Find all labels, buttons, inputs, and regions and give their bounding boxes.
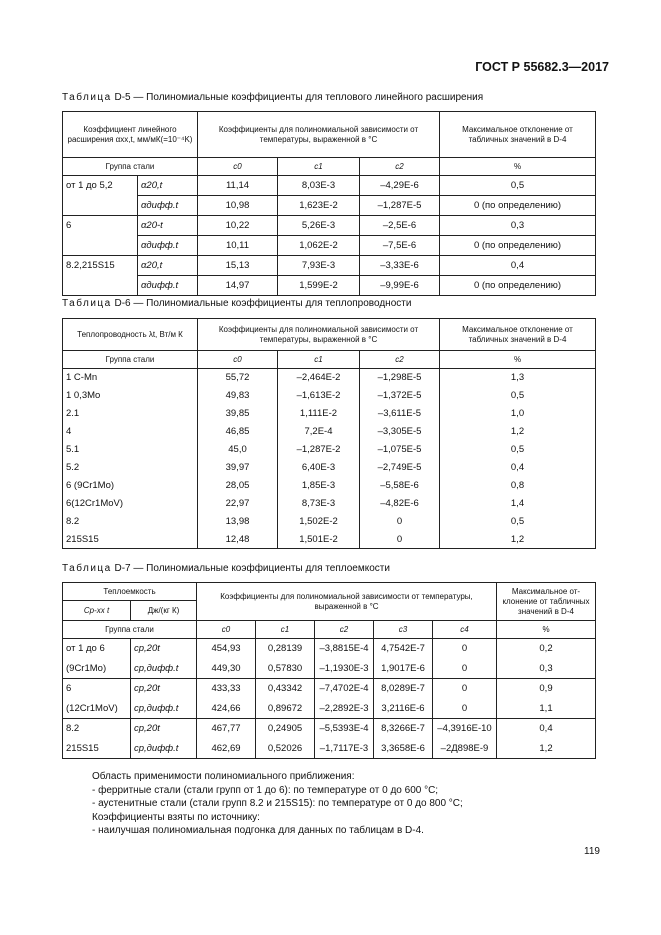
cell-c0: 28,05 [198,477,278,495]
cell-deviation: 0,4 [440,459,596,477]
cell-c3: 1,9017E-6 [374,659,433,679]
cell-c1: 8,03E-3 [278,176,360,196]
caption-prefix: Таблица [62,563,112,574]
page-number: 119 [584,846,600,857]
table-row [63,531,596,549]
cell-c2: –1,075E-5 [360,441,440,459]
cell-c1: 5,26E-3 [278,216,360,236]
cell-c1: 7,2E-4 [278,423,360,441]
cell-c3: 3,3658E-6 [374,739,433,759]
symbol: cp,20t [131,719,197,739]
cell-deviation: 0 (по определению) [440,196,596,216]
cell-c2: –3,611E-5 [360,405,440,423]
header-c0: c0 [198,351,278,369]
header-conductivity: Теплопроводность λt, Вт/м К [63,319,198,351]
cell-deviation: 1,1 [497,699,596,719]
cell-c0: 462,69 [197,739,256,759]
header-steel-group: Группа стали [63,351,198,369]
header-percent: % [497,621,596,639]
table-row [63,387,596,405]
cell-c2: –9,99E-6 [360,276,440,296]
header-percent: % [440,158,596,176]
cell-c1: 0,52026 [256,739,315,759]
table-row [63,459,596,477]
table-row [63,196,596,216]
cell-c2: –1,372E-5 [360,387,440,405]
steel-group: 1 0,3Mo [63,387,198,405]
symbol: α20,t [138,256,198,276]
symbol: αдифф.t [138,276,198,296]
cell-c0: 55,72 [198,369,278,387]
steel-group: 215S15 [63,739,131,759]
cell-c0: 433,33 [197,679,256,699]
symbol: cp,20t [131,639,197,659]
cell-c0: 49,83 [198,387,278,405]
cell-c2: –1,7117E-3 [315,739,374,759]
header-steel-group: Группа стали [63,158,198,176]
cell-deviation: 0,4 [440,256,596,276]
table-row [63,639,596,659]
cell-deviation: 0 (по определению) [440,236,596,256]
steel-group: (12Cr1MoV) [63,699,131,719]
symbol: cp,дифф.t [131,739,197,759]
steel-group: (9Cr1Mo) [63,659,131,679]
cell-c3: 8,3266E-7 [374,719,433,739]
cell-deviation: 1,0 [440,405,596,423]
symbol: cp,дифф.t [131,699,197,719]
cell-c4: 0 [433,639,497,659]
header-c1: c1 [278,351,360,369]
cell-c0: 454,93 [197,639,256,659]
cell-c1: 1,599E-2 [278,276,360,296]
header-percent: % [440,351,596,369]
cell-c0: 39,85 [198,405,278,423]
steel-group [63,276,138,296]
cell-c2: –7,4702E-4 [315,679,374,699]
steel-group: 215S15 [63,531,198,549]
steel-group: 6 [63,679,131,699]
note-line: - ферритные стали (стали групп от 1 до 6): по температуре от 0 до 600 °С; [92,784,439,796]
cell-c4: 0 [433,699,497,719]
table-row [63,256,596,276]
header-max-deviation: Максимальное отклонение от табличных значений в D-4 [440,112,596,158]
steel-group: 5.2 [63,459,198,477]
steel-group: от 1 до 5,2 [63,176,138,196]
header-coefficients: Коэффициенты для полиномиальной зависимости от температуры, выраженной в °С [198,319,440,351]
document-standard-header: ГОСТ Р 55682.3—2017 [475,60,609,74]
cell-deviation: 0,5 [440,387,596,405]
cell-c1: 1,111E-2 [278,405,360,423]
header-coefficients: Коэффициенты для полиномиальной зависимости от температуры, выраженной в °С [197,583,497,621]
cell-c0: 46,85 [198,423,278,441]
header-unit: Дж/(кг К) [131,601,197,621]
table-d5-caption [62,92,483,103]
cell-c2: –7,5E-6 [360,236,440,256]
cell-deviation: 1,3 [440,369,596,387]
note-line: Коэффициенты взяты по источнику: [92,811,260,823]
cell-c0: 14,97 [198,276,278,296]
table-row [63,216,596,236]
caption-prefix: Таблица [62,92,112,103]
cell-deviation: 0,4 [497,719,596,739]
cell-c2: –1,1930E-3 [315,659,374,679]
table-d6-caption [62,298,411,309]
cell-deviation: 0,9 [497,679,596,699]
steel-group [63,236,138,256]
steel-group: 1 C-Mn [63,369,198,387]
header-c0: c0 [198,158,278,176]
cell-c2: –5,58E-6 [360,477,440,495]
steel-group: 8.2,215S15 [63,256,138,276]
symbol: αдифф.t [138,236,198,256]
cell-c2: –3,8815E-4 [315,639,374,659]
cell-c1: 0,28139 [256,639,315,659]
cell-c2: –3,33E-6 [360,256,440,276]
cell-c0: 10,98 [198,196,278,216]
cell-c0: 424,66 [197,699,256,719]
header-c3: c3 [374,621,433,639]
cell-c0: 449,30 [197,659,256,679]
table-row [63,236,596,256]
steel-group: 6 [63,216,138,236]
cell-c0: 22,97 [198,495,278,513]
header-c0: c0 [197,621,256,639]
cell-c1: 0,24905 [256,719,315,739]
cell-c2: –4,82E-6 [360,495,440,513]
header-c2: c2 [315,621,374,639]
cell-c0: 467,77 [197,719,256,739]
table-d5 [62,111,596,296]
table-row [63,679,596,699]
cell-deviation: 1,2 [440,531,596,549]
table-row [63,739,596,759]
cell-c2: –1,298E-5 [360,369,440,387]
caption-prefix: Таблица [62,298,112,309]
cell-c0: 10,11 [198,236,278,256]
table-row [63,495,596,513]
header-c2: c2 [360,158,440,176]
cell-c1: 1,623E-2 [278,196,360,216]
cell-deviation: 0,8 [440,477,596,495]
cell-deviation: 1,2 [440,423,596,441]
cell-c2: –5,5393E-4 [315,719,374,739]
caption-text: D-5 — Полиномиальные коэффициенты для теплового линейного расширения [111,92,484,103]
table-row [63,276,596,296]
header-coefficients: Коэффициенты для полиномиальной зависимости от температуры, выраженной в °С [198,112,440,158]
header-symbol: Cp-xx t [63,601,131,621]
cell-c1: –1,287E-2 [278,441,360,459]
table-d7 [62,582,596,759]
cell-c0: 11,14 [198,176,278,196]
cell-deviation: 1,4 [440,495,596,513]
cell-c1: 1,502E-2 [278,513,360,531]
cell-c1: 1,062E-2 [278,236,360,256]
cell-c0: 45,0 [198,441,278,459]
table-row [63,477,596,495]
cell-c1: 1,501E-2 [278,531,360,549]
header-c4: c4 [433,621,497,639]
table-row [63,699,596,719]
cell-c3: 3,2116E-6 [374,699,433,719]
cell-deviation: 0,2 [497,639,596,659]
cell-c2: –3,305E-5 [360,423,440,441]
symbol: α20,t [138,176,198,196]
cell-c3: 4,7542E-7 [374,639,433,659]
symbol: αдифф.t [138,196,198,216]
cell-c4: 0 [433,659,497,679]
cell-c2: –2,749E-5 [360,459,440,477]
steel-group: 4 [63,423,198,441]
table-row [63,369,596,387]
cell-c1: 6,40E-3 [278,459,360,477]
steel-group [63,196,138,216]
header-c1: c1 [256,621,315,639]
cell-c1: –1,613E-2 [278,387,360,405]
steel-group: 6(12Cr1MoV) [63,495,198,513]
cell-c4: –2Д898E-9 [433,739,497,759]
header-coefficient: Коэффициент линейного расширения αxx,t, мм/мК(=10⁻⁴K) [63,112,198,158]
cell-c2: 0 [360,513,440,531]
cell-c2: 0 [360,531,440,549]
cell-c1: –2,464E-2 [278,369,360,387]
cell-deviation: 0,5 [440,441,596,459]
cell-c1: 7,93E-3 [278,256,360,276]
table-row [63,176,596,196]
note-line: - наилучшая полиномиальная подгонка для данных по таблицам в D-4. [92,825,424,836]
symbol: α20-t [138,216,198,236]
steel-group: 2.1 [63,405,198,423]
cell-c1: 8,73E-3 [278,495,360,513]
caption-text: D-7 — Полиномиальные коэффициенты для теплоемкости [111,563,390,574]
cell-c2: –2,5E-6 [360,216,440,236]
header-c1: c1 [278,158,360,176]
note-line: - аустенитные стали (стали групп 8.2 и 215S15): по температуре от 0 до 800 °С; [92,798,463,809]
cell-c3: 8,0289E-7 [374,679,433,699]
table-d6 [62,318,596,549]
cell-deviation: 0,5 [440,513,596,531]
table-row [63,441,596,459]
header-max-deviation: Максимальное отклонение от табличных значений в D-4 [440,319,596,351]
cell-deviation: 0 (по определению) [440,276,596,296]
applicability-notes [92,770,463,838]
steel-group: 5.1 [63,441,198,459]
table-row [63,659,596,679]
symbol: cp,дифф.t [131,659,197,679]
cell-c0: 12,48 [198,531,278,549]
cell-c0: 39,97 [198,459,278,477]
table-d7-caption [62,563,390,574]
cell-deviation: 0,3 [497,659,596,679]
cell-deviation: 1,2 [497,739,596,759]
cell-c1: 0,57830 [256,659,315,679]
header-heat-capacity: Теплоемкость [63,583,197,601]
cell-c1: 0,89672 [256,699,315,719]
table-row [63,719,596,739]
steel-group: 6 (9Cr1Mo) [63,477,198,495]
note-line: Область применимости полиномиального приближения: [92,771,355,782]
header-c2: c2 [360,351,440,369]
cell-c4: –4,3916E-10 [433,719,497,739]
cell-c0: 10,22 [198,216,278,236]
cell-deviation: 0,5 [440,176,596,196]
header-steel-group: Группа стали [63,621,197,639]
steel-group: 8.2 [63,719,131,739]
symbol: cp,20t [131,679,197,699]
cell-c0: 15,13 [198,256,278,276]
header-max-deviation: Максимальное от-клонение от табличных значений в D-4 [497,583,596,621]
caption-text: D-6 — Полиномиальные коэффициенты для теплопроводности [111,298,412,309]
cell-c2: –4,29E-6 [360,176,440,196]
cell-c0: 13,98 [198,513,278,531]
steel-group: 8.2 [63,513,198,531]
steel-group: от 1 до 6 [63,639,131,659]
table-row [63,513,596,531]
cell-c4: 0 [433,679,497,699]
cell-c1: 1,85E-3 [278,477,360,495]
table-row [63,423,596,441]
cell-c2: –1,287E-5 [360,196,440,216]
table-row [63,405,596,423]
cell-deviation: 0,3 [440,216,596,236]
cell-c2: –2,2892E-3 [315,699,374,719]
cell-c1: 0,43342 [256,679,315,699]
